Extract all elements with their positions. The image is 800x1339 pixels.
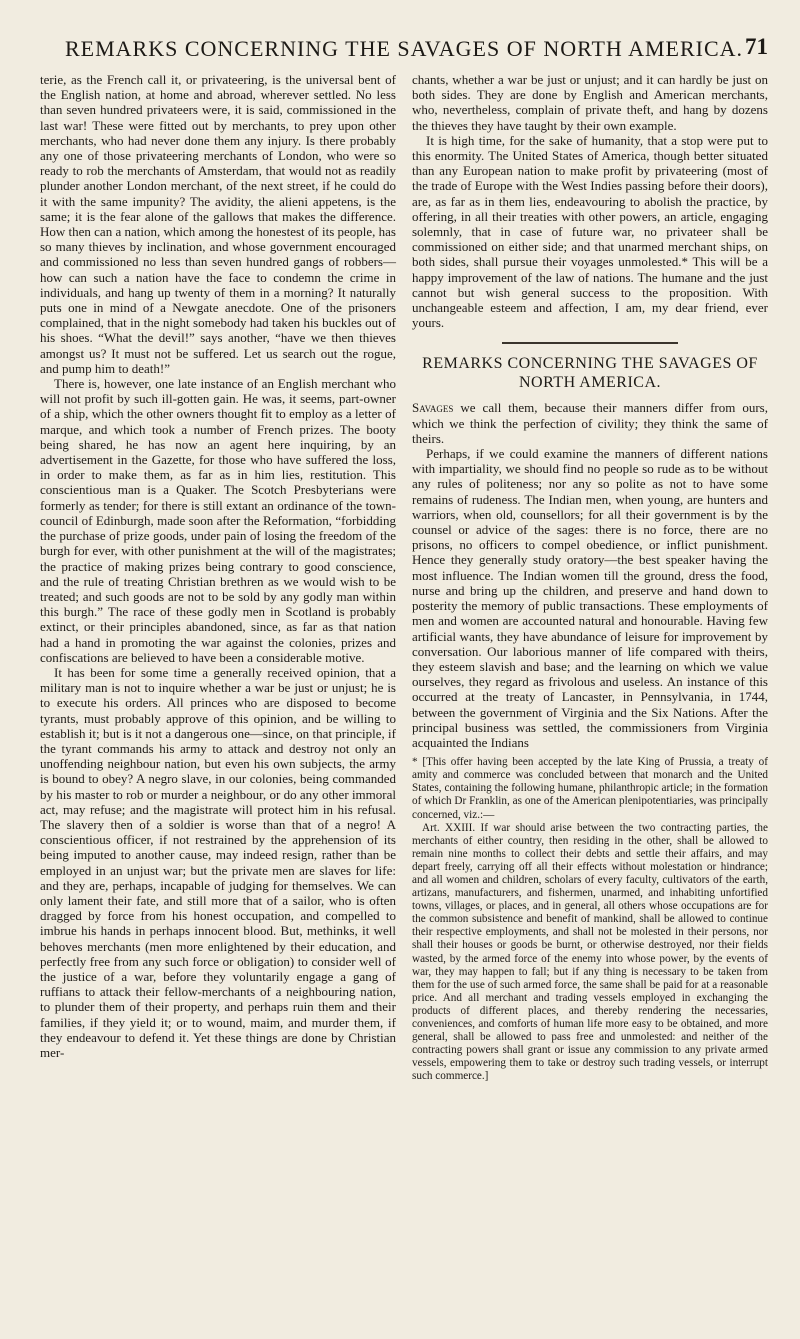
left-column [40, 72, 396, 1060]
footnote [412, 756, 768, 1083]
running-title: REMARKS CONCERNING THE SAVAGES OF NORTH AMERICA. [64, 36, 744, 61]
paragraph [412, 400, 768, 446]
section-divider [502, 342, 678, 344]
paragraph: Perhaps, if we could examine the manners of different nations with impartiality, we should find no people so rude as to be without any rules of politeness; nor any so polite as not to have some remains of rudeness. The Indian men, when young, are hunters and warriors, when old, counsellors; for all their government is by the counsel or advice of the sages: there is no force, there are no prisons, no officers to compel obedience, or inflict punishment. Hence they generally study oratory—the best speaker having the most influence. The Indian women till the ground, dress the food, nurse and bring up the children, and preserve and hand down to posterity the memory of public transactions. These employments of men and women are accounted natural and honourable. Having few artificial wants, they have abundance of leisure for improvement by conversation. Our laborious manner of life compared with theirs, they esteem slavish and base; and the learning on which we value ourselves, they regard as frivolous and useless. An instance of this occurred at the treaty of Lancaster, in Pennsylvania, in 1744, between the government of Virginia and the Six Nations. After the principal business was settled, the commissioners from Virginia acquainted the Indians [412, 446, 768, 750]
text-columns [40, 72, 768, 1083]
paragraph: There is, however, one late instance of an English merchant who will not profit by such ill-gotten gain. He was, it seems, part-owner of a ship, which the other owners thought fit to employ as a letter of marque, and which took a number of French prizes. The booty being shared, he has now an agent here inquiring, by an advertisement in the Gazette, for those who have suffered the loss, in order to make them, as far as in him lies, restitution. This conscientious man is a Quaker. The Scotch Presbyterians were formerly as tender; for there is still extant an ordinance of the town-council of Edinburgh, made soon after the Reformation, “forbidding the purchase of prize goods, under pain of losing the freedom of the burgh for ever, with other punishment at the will of the magistrates; the practice of making prizes being contrary to good conscience, and the rule of treating Christian brethren as we would wish to be treated; and such goods are not to be sold by any godly man within this burgh.” The race of these godly men in Scotland is probably extinct, or their principles abandoned, since, as far as that nation had a hand in promoting the war against the colonies, prizes and confiscations are believed to have been a considerable motive. [40, 376, 396, 665]
paragraph-text: we call them, because their manners differ from ours, which we think the perfection of civility; they think the same of theirs. [412, 400, 768, 446]
footnote-paragraph: * [This offer having been accepted by the late King of Prussia, a treaty of amity and commerce was concluded between that monarch and the United States, containing the following humane, philanthropic article; in the formation of which Dr Franklin, as one of the American plenipotentiaries, was principally concerned, viz.:— [412, 756, 768, 821]
right-column [412, 72, 768, 1083]
section-title: REMARKS CONCERNING THE SAVAGES OF NORTH AMERICA. [422, 355, 758, 392]
section-lead-word: Savages [412, 400, 454, 416]
footnote-paragraph: Art. XXIII. If war should arise between the two contracting parties, the merchants of either country, then residing in the other, shall be allowed to remain nine months to collect their debts and settle their affairs, and may depart freely, carrying off all their effects without molestation or hindrance; and all women and children, scholars of every faculty, cultivators of the earth, artizans, manufacturers, and fishermen, unarmed, and inhabiting unfortified towns, villages, or places, and in general, all others whose occupations are for the common subsistence and benefit of mankind, shall be allowed to continue their respective employments, and shall not be molested in their persons, nor shall their houses or goods be burnt, or otherwise destroyed, nor their fields wasted, by the armed force of the enemy into whose power, by the events of war, they may happen to fall; but if any thing is necessary to be taken from them for the use of such armed force, the same shall be paid for at a reasonable price. And all merchant and trading vessels employed in exchanging the products of different places, and thereby rendering the necessaries, conveniences, and comforts of human life more easy to be obtained, and more general, shall be allowed to pass free and unmolested: and neither of the contracting powers shall grant or issue any commission to any private armed vessels, empowering them to take or destroy such trading vessels, or interrupt such commerce.] [412, 821, 768, 1083]
paragraph: It has been for some time a generally received opinion, that a military man is not to inquire whether a war be just or unjust; he is to execute his orders. All princes who are disposed to become tyrants, must probably approve of this opinion, and be willing to establish it; but is it not a dangerous one—since, on that principle, if the tyrant commands his army to attack and destroy not only an unoffending neighbour nation, but even his own subjects, the army is bound to obey? A negro slave, in our colonies, being commanded by his master to rob or murder a neighbour, or do any other immoral act, may refuse; and the magistrate will protect him in his refusal. The slavery then of a soldier is worse than that of a negro! A conscientious officer, if not restrained by the apprehension of its being imputed to another cause, may indeed resign, rather than be employed in an unjust war; but the private men are slaves for life: and they are, perhaps, incapable of judging for themselves. We can only lament their fate, and still more that of a sailor, who is often dragged by force from his honest occupation, and compelled to imbrue his hands in perhaps innocent blood. But, methinks, it well behoves merchants (men more enlightened by their education, and perfectly free from any such force or obligation) to consider well of the justice of a war, before they voluntarily engage a gang of ruffians to attack their fellow-merchants of a neighbouring nation, to plunder them of their property, and perhaps ruin them and their families, if they yield it; or to wound, maim, and murder them, if they endeavour to defend it. Yet these things are done by Christian mer- [40, 664, 396, 1060]
page-number: 71 [745, 34, 768, 59]
paragraph: It is high time, for the sake of humanity, that a stop were put to this enormity. The United States of America, though better situated than any European nation to make profit by privateering (most of the trade of Europe with the West Indies passing before their doors), are, as far as in them lies, endeavouring to abolish the practice, by offering, in all their treaties with other powers, an article, engaging solemnly, that in case of future war, no privateer shall be commissioned on either side; and that unarmed merchant ships, on both sides, shall pursue their voyages unmolested.* This will be a happy improvement of the law of nations. The humane and the just cannot but wish general success to the proposition. With unchangeable esteem and affection, I am, my dear friend, ever yours. [412, 132, 768, 331]
paragraph: terie, as the French call it, or privateering, is the universal bent of the English nation, at home and abroad, wherever settled. No less than seven hundred privateers were, it is said, commissioned in the last war! These were fitted out by merchants, to prey upon other merchants, who had never done them any injury. Is there probably any one of those privateering merchants of London, who were so ready to rob the merchants of Amsterdam, that would not as readily plunder another London merchant, of the next street, if he could do it with the same impunity? The avidity, the alieni appetens, is the same; it is the fear alone of the gallows that makes the difference. How then can a nation, which among the honestest of its people, has so many thieves by inclination, and whose government encouraged and commissioned no less than seven hundred gangs of robbers—how can such a nation have the face to condemn the crime in individuals, and hang up twenty of them in a morning? It naturally puts one in mind of a Newgate anecdote. One of the prisoners complained, that in the night somebody had taken his buckles out of his shoes. “What the devil!” says another, “have we then thieves amongst us? It must not be suffered. Let us search out the rogue, and pump him to death!” [40, 72, 396, 376]
paragraph: chants, whether a war be just or unjust; and it can hardly be just on both sides. They are done by English and American merchants, who, nevertheless, complain of private theft, and hang by dozens the thieves they have taught by their own example. [412, 72, 768, 133]
running-head [40, 0, 768, 72]
